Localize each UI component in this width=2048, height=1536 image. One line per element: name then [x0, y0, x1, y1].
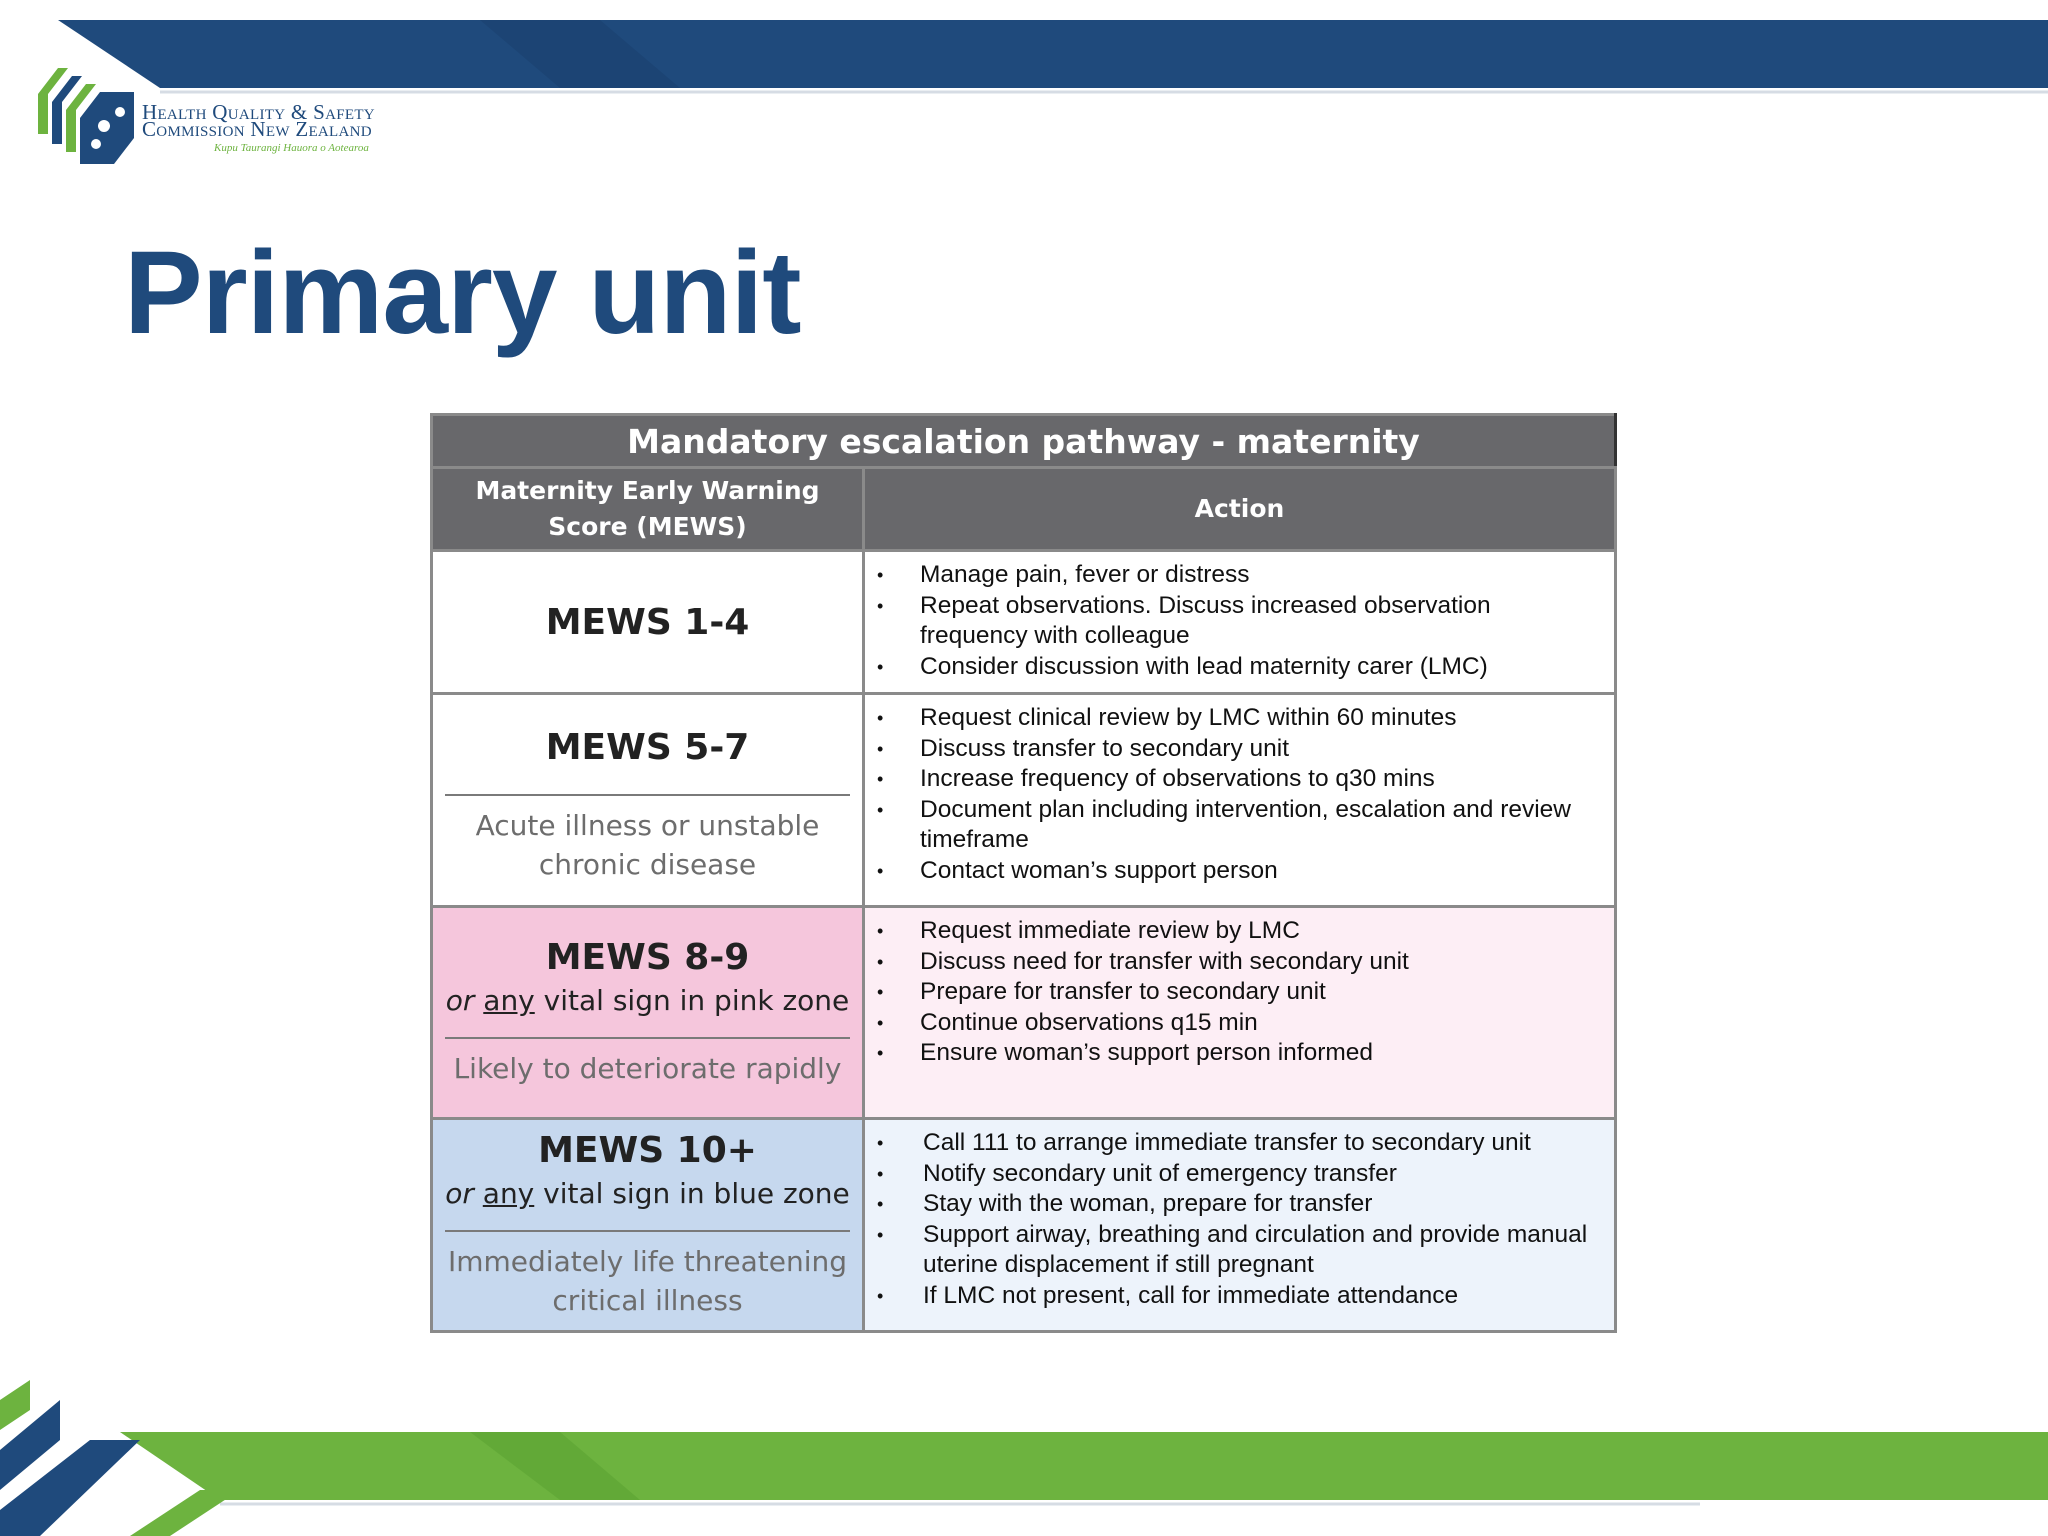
- mews-description: Likely to deteriorate rapidly: [453, 1052, 842, 1085]
- list-item: • Repeat observations. Discuss increased observation frequency with colleague: [875, 591, 1604, 652]
- list-item: • Stay with the woman, prepare for transfer: [875, 1189, 1604, 1220]
- table-title: Mandatory escalation pathway - maternity: [432, 415, 1616, 468]
- list-item: • Consider discussion with lead maternity carer (LMC): [875, 652, 1604, 683]
- mews-any: any: [482, 1177, 535, 1210]
- list-item: • Call 111 to arrange immediate transfer to secondary unit: [875, 1128, 1604, 1159]
- table-header-row: [432, 468, 1616, 551]
- mews-score: MEWS 5-7: [545, 726, 750, 768]
- column-header-mews: Maternity Early Warning Score (MEWS): [432, 468, 864, 551]
- mews-cell: [432, 551, 864, 694]
- mews-any: any: [483, 984, 535, 1017]
- list-item: • Discuss need for transfer with secondary unit: [875, 947, 1604, 978]
- divider: [445, 794, 850, 796]
- action-cell: [864, 551, 1616, 694]
- mews-vital-sign-note: [433, 984, 862, 1017]
- mews-description: Immediately life threatening critical illness: [448, 1245, 847, 1317]
- table-row: [432, 907, 1616, 1119]
- divider: [445, 1037, 850, 1039]
- mews-zone: vital sign in pink zone: [543, 984, 850, 1017]
- mews-or: or: [445, 984, 475, 1017]
- action-list: [865, 552, 1614, 692]
- action-cell: [864, 694, 1616, 907]
- mews-description: Acute illness or unstable chronic disease: [475, 808, 820, 881]
- mews-or: or: [445, 1177, 474, 1210]
- table-row: [432, 551, 1616, 694]
- logo-line-2: Commission New Zealand: [142, 117, 372, 141]
- action-cell: [864, 907, 1616, 1119]
- list-item: • Continue observations q15 min: [875, 1008, 1604, 1039]
- hqsc-logo-mark: [34, 64, 138, 168]
- action-list: [865, 908, 1614, 1079]
- table-row: [432, 694, 1616, 907]
- escalation-table: [430, 413, 1617, 1333]
- mews-zone: vital sign in blue zone: [543, 1177, 850, 1210]
- list-item: • Notify secondary unit of emergency transfer: [875, 1159, 1604, 1190]
- list-item: • Request immediate review by LMC: [875, 916, 1604, 947]
- list-item: • Discuss transfer to secondary unit: [875, 734, 1604, 765]
- divider: [445, 1230, 850, 1232]
- mews-vital-sign-note: [433, 1177, 862, 1210]
- action-cell: [864, 1119, 1616, 1332]
- action-list: [865, 695, 1614, 896]
- mews-cell: [432, 1119, 864, 1332]
- list-item: • Increase frequency of observations to q30 mins: [875, 764, 1604, 795]
- list-item: • Request clinical review by LMC within 60 minutes: [875, 703, 1604, 734]
- list-item: • Document plan including intervention, escalation and review timeframe: [875, 795, 1604, 856]
- list-item: • Manage pain, fever or distress: [875, 560, 1604, 591]
- table-title-row: [432, 415, 1616, 468]
- list-item: • Contact woman’s support person: [875, 856, 1604, 887]
- mews-score: MEWS 10+: [538, 1130, 757, 1171]
- logo-line-1: Health Quality & Safety: [142, 100, 375, 124]
- column-header-action: Action: [864, 468, 1616, 551]
- table-row: [432, 1119, 1616, 1332]
- mews-cell: [432, 907, 864, 1119]
- action-list: [865, 1120, 1614, 1321]
- mews-score: MEWS 1-4: [545, 601, 750, 643]
- list-item: • Support airway, breathing and circulation and provide manual uterine displacement if still pregnant: [875, 1220, 1604, 1281]
- mews-cell: [432, 694, 864, 907]
- list-item: • Prepare for transfer to secondary unit: [875, 977, 1604, 1008]
- list-item: • Ensure woman’s support person informed: [875, 1038, 1604, 1069]
- hqsc-logo: [34, 64, 394, 174]
- page-title: Primary unit: [124, 227, 801, 359]
- bottom-banner: [0, 1370, 2048, 1536]
- logo-tagline: Kupu Taurangi Hauora o Aotearoa: [214, 142, 369, 154]
- mews-score: MEWS 8-9: [545, 937, 750, 978]
- list-item: • If LMC not present, call for immediate attendance: [875, 1281, 1604, 1312]
